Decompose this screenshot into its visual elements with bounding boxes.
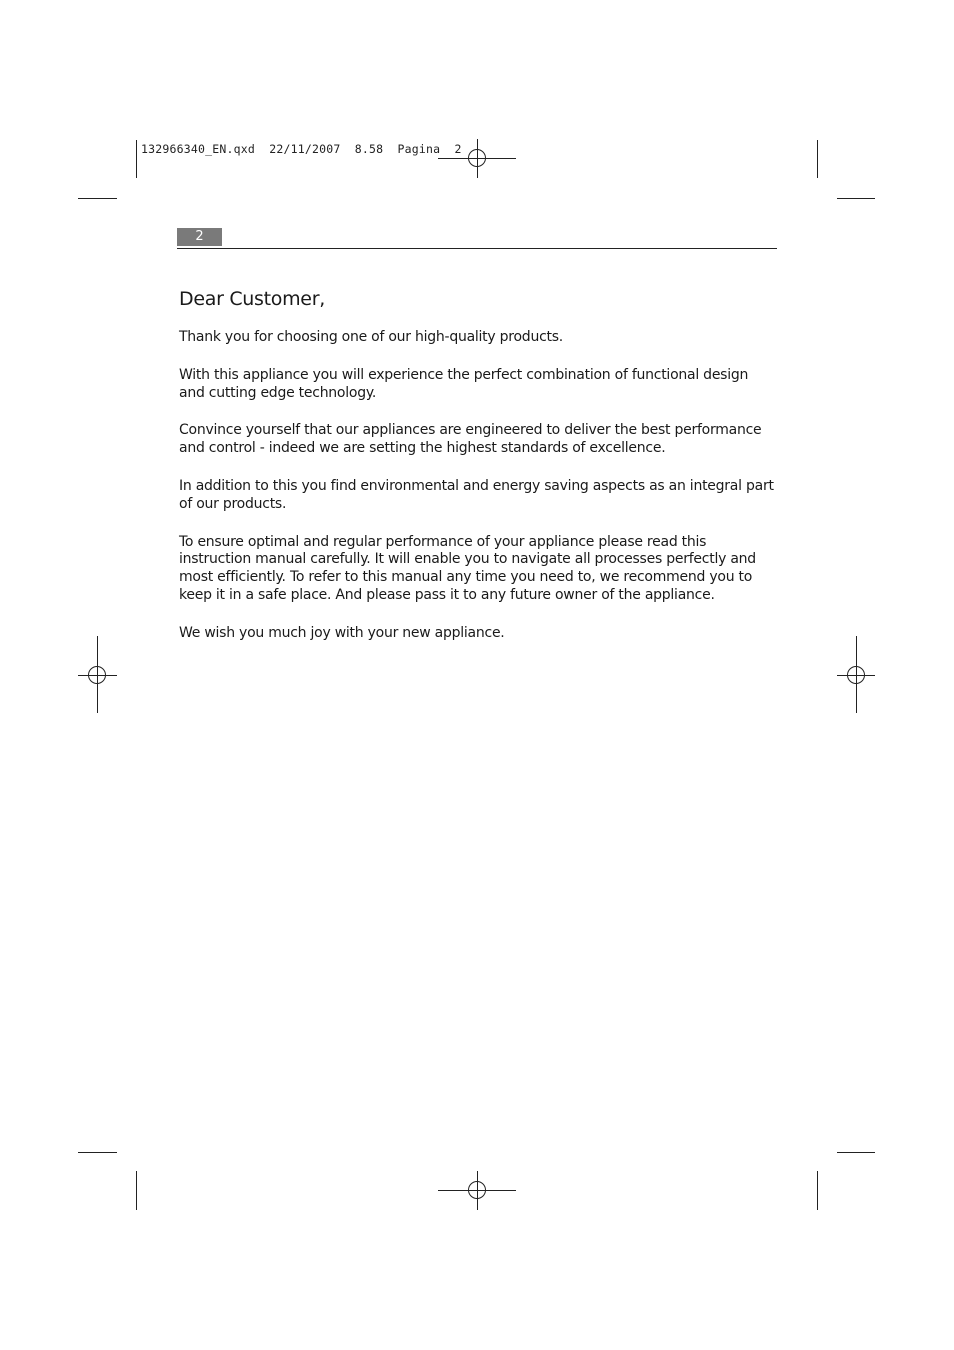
page-title: Dear Customer, [179, 288, 325, 310]
paragraph-performance: Convince yourself that our appliances are engineered to deliver the best performance and control - indeed we are setting the highest standards of excellence. [179, 422, 762, 457]
registration-mark-left-circle [88, 666, 106, 684]
paragraph-environment: In addition to this you find environmental and energy saving aspects as an integral part of our products. [179, 477, 774, 512]
paragraph-thanks: Thank you for choosing one of our high-quality products. [179, 329, 564, 345]
crop-mark-top-right-horizontal [837, 198, 875, 199]
crop-mark-top-right-vertical [817, 140, 818, 178]
crop-mark-top-left-horizontal [78, 198, 117, 199]
crop-mark-bottom-left-horizontal [78, 1152, 117, 1153]
header-rule [177, 248, 777, 249]
crop-mark-top-left-vertical [136, 140, 137, 178]
registration-mark-bottom-circle [468, 1181, 486, 1199]
page-number-badge: 2 [177, 228, 222, 246]
paragraph-design: With this appliance you will experience the perfect combination of functional design and cutting edge technology. [179, 366, 749, 401]
crop-mark-bottom-right-vertical [817, 1171, 818, 1210]
paragraph-closing: We wish you much joy with your new appliance. [179, 624, 505, 641]
crop-mark-bottom-left-vertical [136, 1171, 137, 1210]
paragraph-manual: To ensure optimal and regular performance of your appliance please read this instruction manual carefully. It will enable you to navigate all processes perfectly and most efficiently. To refer to this manual any time you need to, we recommend you to keep it in a safe place. And please pass it to any future owner of the appliance. [179, 533, 756, 603]
registration-mark-right-circle [847, 666, 865, 684]
print-slug-line: 132966340_EN.qxd 22/11/2007 8.58 Pagina 2 [141, 142, 462, 156]
crop-mark-bottom-right-horizontal [837, 1152, 875, 1153]
registration-mark-top-circle [468, 149, 486, 167]
letter-content [179, 286, 777, 663]
